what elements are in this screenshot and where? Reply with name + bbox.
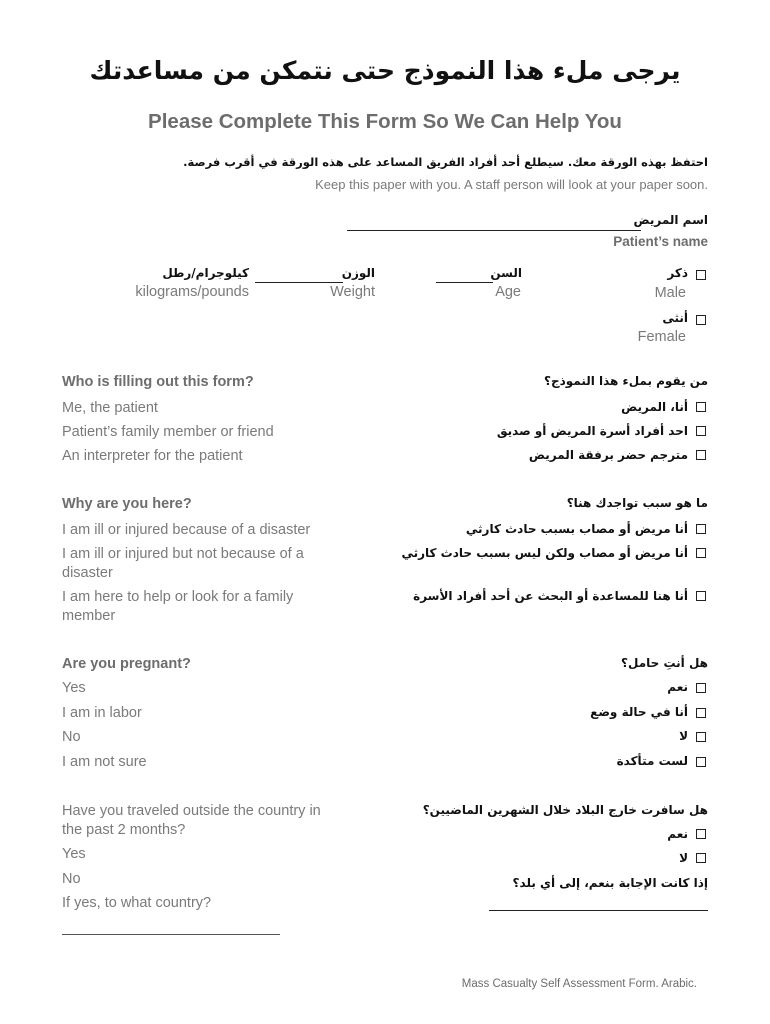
patient-name-label-arabic: اسم المريض: [633, 213, 708, 227]
travel-yes-checkbox[interactable]: [696, 829, 706, 839]
travel-country-arabic: إذا كانت الإجابة بنعم، إلى أي بلد؟: [512, 876, 708, 890]
male-label-arabic: ذكر: [667, 266, 688, 280]
why-option-english: I am ill or injured because of a disaster: [62, 522, 311, 538]
pregnant-option-checkbox[interactable]: [696, 732, 706, 742]
travel-country-english: If yes, to what country?: [62, 895, 212, 911]
travel-question-arabic: هل سافرت خارج البلاد خلال الشهرين الماضيين؟: [422, 803, 708, 817]
pregnant-option-english: I am in labor: [62, 705, 142, 721]
page-title-english: Please Complete This Form So We Can Help You: [148, 110, 622, 133]
weight-label-arabic: الوزن: [341, 266, 375, 280]
weight-unit-arabic: كيلوجرام/رطل: [162, 266, 249, 280]
travel-yes-english: Yes: [62, 846, 86, 862]
who-option-checkbox[interactable]: [696, 450, 706, 460]
travel-country-field-english[interactable]: [62, 934, 280, 935]
travel-no-english: No: [62, 871, 81, 887]
pregnant-option-arabic: لا: [679, 729, 688, 743]
footer-text: Mass Casualty Self Assessment Form. Arabic.: [461, 978, 697, 990]
female-label-arabic: أنثى: [662, 311, 688, 325]
travel-no-arabic: لا: [679, 851, 688, 865]
who-option-english: An interpreter for the patient: [62, 448, 243, 464]
pregnant-option-english: I am not sure: [62, 754, 147, 770]
weight-label-english: Weight: [330, 284, 375, 300]
why-option-arabic: أنا مريض أو مصاب بسبب حادث كارثي: [465, 522, 688, 536]
patient-name-field[interactable]: [347, 230, 641, 231]
male-checkbox[interactable]: [696, 270, 706, 280]
travel-question-english: Have you traveled outside the country in the past 2 months?: [62, 803, 321, 838]
why-option-english: I am ill or injured but not because of a disaster: [62, 546, 304, 581]
who-option-arabic: احد أفراد أسرة المريض أو صديق: [496, 424, 688, 438]
who-option-arabic: مترجم حضر برفقة المريض: [528, 448, 688, 462]
patient-name-label-english: Patient’s name: [613, 234, 708, 249]
travel-country-field-arabic[interactable]: [489, 910, 708, 911]
travel-no-checkbox[interactable]: [696, 853, 706, 863]
pregnant-option-english: No: [62, 729, 81, 745]
female-label-english: Female: [637, 329, 686, 345]
pregnant-question-arabic: هل أنتِ حامل؟: [621, 656, 708, 670]
who-option-english: Patient’s family member or friend: [62, 424, 274, 440]
pregnant-option-arabic: أنا في حالة وضع: [590, 705, 688, 719]
who-option-arabic: أنا، المريض: [621, 400, 688, 414]
why-option-checkbox[interactable]: [696, 524, 706, 534]
instruction-english: Keep this paper with you. A staff person will look at your paper soon.: [315, 177, 708, 192]
pregnant-option-arabic: نعم: [667, 680, 688, 694]
pregnant-question-english: Are you pregnant?: [62, 656, 191, 672]
why-question-english: Why are you here?: [62, 496, 192, 512]
why-question-arabic: ما هو سبب تواجدك هنا؟: [566, 496, 708, 510]
who-option-checkbox[interactable]: [696, 426, 706, 436]
why-option-checkbox[interactable]: [696, 548, 706, 558]
who-option-checkbox[interactable]: [696, 402, 706, 412]
pregnant-option-checkbox[interactable]: [696, 683, 706, 693]
pregnant-option-arabic: لست متأكدة: [616, 754, 688, 768]
male-label-english: Male: [654, 285, 686, 301]
why-option-english: I am here to help or look for a family member: [62, 589, 294, 624]
pregnant-option-checkbox[interactable]: [696, 757, 706, 767]
age-label-english: Age: [495, 284, 521, 300]
who-question-arabic: من يقوم بملء هذا النموذج؟: [543, 374, 708, 388]
page-title-arabic: يرجى ملء هذا النموذج حتى نتمكن من مساعدتك: [89, 56, 681, 85]
pregnant-option-english: Yes: [62, 680, 86, 696]
instruction-arabic: احتفظ بهذه الورقة معك. سيطلع أحد أفراد الفريق المساعد على هذه الورقة في أقرب فرصة.: [183, 155, 708, 169]
pregnant-option-checkbox[interactable]: [696, 708, 706, 718]
why-option-checkbox[interactable]: [696, 591, 706, 601]
who-option-english: Me, the patient: [62, 400, 158, 416]
weight-unit-english: kilograms/pounds: [135, 284, 249, 300]
age-field[interactable]: [436, 282, 493, 283]
who-question-english: Who is filling out this form?: [62, 374, 254, 390]
age-label-arabic: السن: [490, 266, 522, 280]
weight-field[interactable]: [255, 282, 343, 283]
female-checkbox[interactable]: [696, 315, 706, 325]
travel-yes-arabic: نعم: [667, 827, 688, 841]
why-option-arabic: أنا مريض أو مصاب ولكن ليس بسبب حادث كارثي: [401, 546, 688, 560]
why-option-arabic: أنا هنا للمساعدة أو البحث عن أحد أفراد الأسرة: [413, 589, 688, 603]
